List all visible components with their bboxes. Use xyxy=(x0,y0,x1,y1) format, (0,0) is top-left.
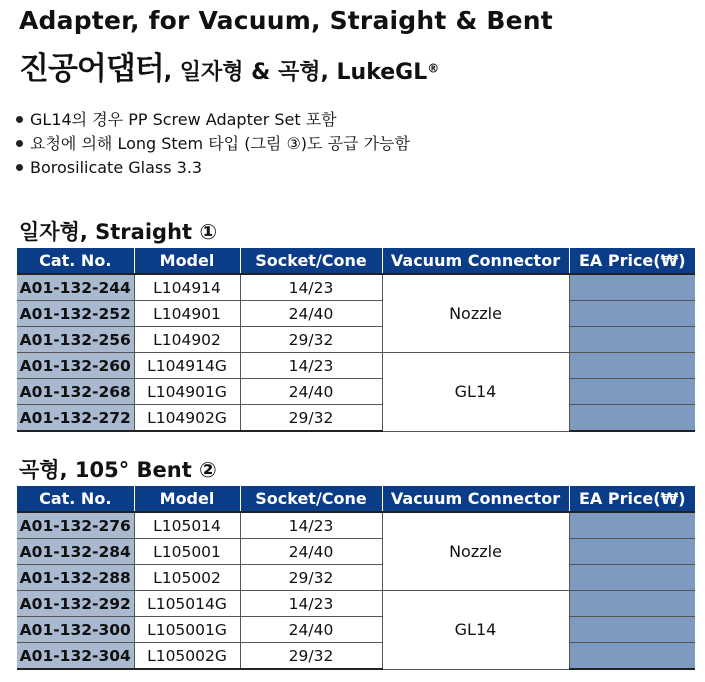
header-price: EA Price(₩) xyxy=(569,248,695,274)
price-cell xyxy=(569,591,695,617)
model-cell: L104914 xyxy=(134,274,240,301)
cat-no-cell: A01-132-292 xyxy=(17,591,134,617)
section-title-bent: 곡형, 105° Bent ② xyxy=(19,458,217,482)
header-socket-cone: Socket/Cone xyxy=(240,486,382,512)
page-title-english: Adapter, for Vacuum, Straight & Bent xyxy=(19,6,553,35)
table-row xyxy=(17,301,695,327)
connector-cell: GL14 xyxy=(382,353,569,432)
socket-cell: 29/32 xyxy=(240,643,382,670)
bullet-dot-icon xyxy=(16,116,23,123)
cat-no-cell: A01-132-244 xyxy=(17,274,134,301)
page-title-korean xyxy=(19,43,439,88)
cat-no-cell: A01-132-260 xyxy=(17,353,134,379)
cat-no-cell: A01-132-268 xyxy=(17,379,134,405)
feature-list xyxy=(16,108,410,180)
model-cell: L104901G xyxy=(134,379,240,405)
table-row xyxy=(17,274,695,301)
table-row xyxy=(17,405,695,432)
price-cell xyxy=(569,274,695,301)
price-cell xyxy=(569,617,695,643)
connector-cell: Nozzle xyxy=(382,512,569,591)
socket-cell: 24/40 xyxy=(240,379,382,405)
cat-no-cell: A01-132-300 xyxy=(17,617,134,643)
bent-spec-table xyxy=(17,486,695,670)
cat-no-cell: A01-132-252 xyxy=(17,301,134,327)
table-header-row xyxy=(17,486,695,512)
socket-cell: 14/23 xyxy=(240,274,382,301)
socket-cell: 24/40 xyxy=(240,617,382,643)
model-cell: L104901 xyxy=(134,301,240,327)
header-price: EA Price(₩) xyxy=(569,486,695,512)
table-row xyxy=(17,327,695,353)
registered-mark: ® xyxy=(427,61,440,76)
price-cell xyxy=(569,643,695,670)
price-cell xyxy=(569,565,695,591)
straight-spec-table xyxy=(17,248,695,432)
header-model: Model xyxy=(134,486,240,512)
table-row xyxy=(17,565,695,591)
header-vacuum-connector: Vacuum Connector xyxy=(382,248,569,274)
table-row xyxy=(17,539,695,565)
feature-item: Borosilicate Glass 3.3 xyxy=(16,156,410,180)
table-row xyxy=(17,617,695,643)
bullet-dot-icon xyxy=(16,140,23,147)
cat-no-cell: A01-132-256 xyxy=(17,327,134,353)
cat-no-cell: A01-132-284 xyxy=(17,539,134,565)
bullet-dot-icon xyxy=(16,164,23,171)
feature-item: GL14의 경우 PP Screw Adapter Set 포함 xyxy=(16,108,410,132)
socket-cell: 29/32 xyxy=(240,565,382,591)
table-row xyxy=(17,591,695,617)
price-cell xyxy=(569,327,695,353)
table-row xyxy=(17,512,695,539)
connector-cell: GL14 xyxy=(382,591,569,670)
table-row xyxy=(17,643,695,670)
price-cell xyxy=(569,405,695,432)
model-cell: L104902G xyxy=(134,405,240,432)
header-vacuum-connector: Vacuum Connector xyxy=(382,486,569,512)
model-cell: L105001 xyxy=(134,539,240,565)
title-korean-sub: , 일자형 & 곡형, LukeGL xyxy=(163,60,428,85)
price-cell xyxy=(569,353,695,379)
title-korean-main: 진공어댑터 xyxy=(19,51,164,87)
socket-cell: 14/23 xyxy=(240,512,382,539)
socket-cell: 24/40 xyxy=(240,539,382,565)
model-cell: L105001G xyxy=(134,617,240,643)
cat-no-cell: A01-132-304 xyxy=(17,643,134,670)
price-cell xyxy=(569,512,695,539)
socket-cell: 29/32 xyxy=(240,327,382,353)
model-cell: L105002 xyxy=(134,565,240,591)
table-row xyxy=(17,353,695,379)
price-cell xyxy=(569,301,695,327)
table-row xyxy=(17,379,695,405)
model-cell: L104902 xyxy=(134,327,240,353)
section-title-straight: 일자형, Straight ① xyxy=(19,220,218,244)
price-cell xyxy=(569,379,695,405)
cat-no-cell: A01-132-288 xyxy=(17,565,134,591)
cat-no-cell: A01-132-272 xyxy=(17,405,134,432)
header-model: Model xyxy=(134,248,240,274)
socket-cell: 24/40 xyxy=(240,301,382,327)
socket-cell: 14/23 xyxy=(240,353,382,379)
header-cat-no: Cat. No. xyxy=(17,248,134,274)
model-cell: L104914G xyxy=(134,353,240,379)
price-cell xyxy=(569,539,695,565)
model-cell: L105014G xyxy=(134,591,240,617)
connector-cell: Nozzle xyxy=(382,274,569,353)
table-header-row xyxy=(17,248,695,274)
header-socket-cone: Socket/Cone xyxy=(240,248,382,274)
header-cat-no: Cat. No. xyxy=(17,486,134,512)
feature-item: 요청에 의해 Long Stem 타입 (그림 ③)도 공급 가능함 xyxy=(16,132,410,156)
socket-cell: 29/32 xyxy=(240,405,382,432)
model-cell: L105014 xyxy=(134,512,240,539)
cat-no-cell: A01-132-276 xyxy=(17,512,134,539)
socket-cell: 14/23 xyxy=(240,591,382,617)
model-cell: L105002G xyxy=(134,643,240,670)
